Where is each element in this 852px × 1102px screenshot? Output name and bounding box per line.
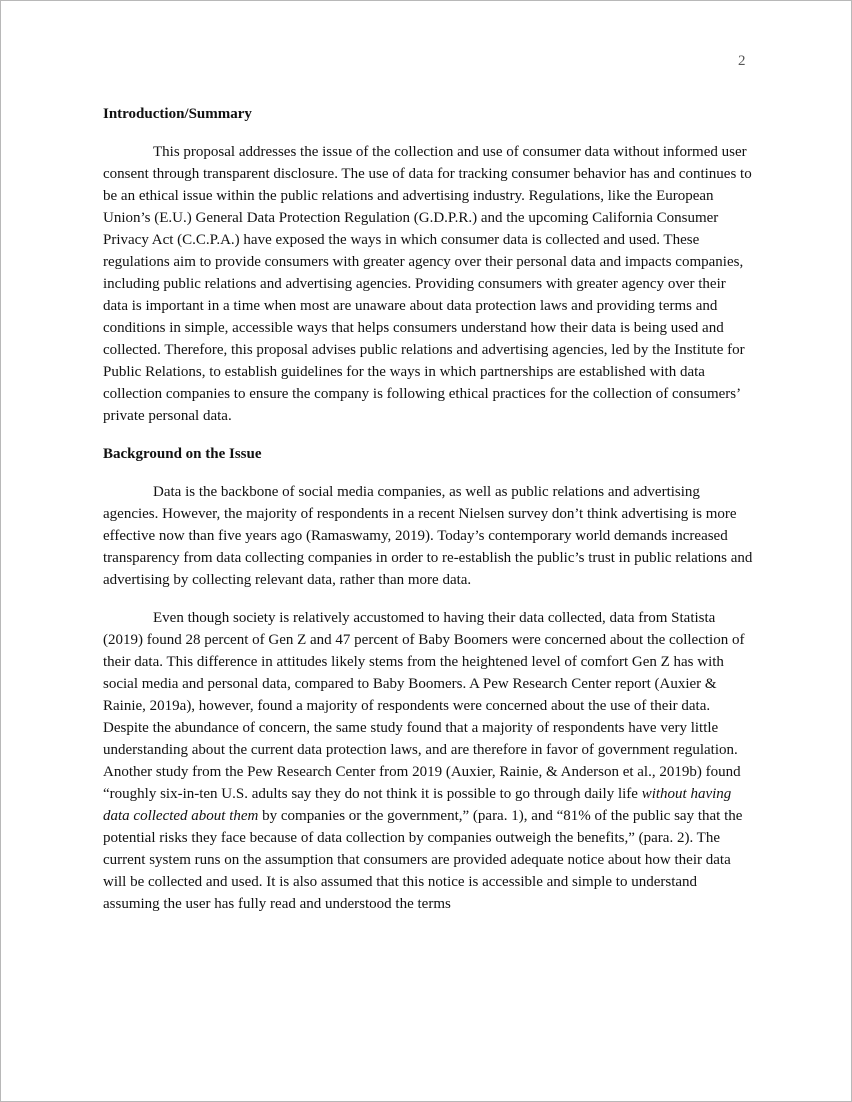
section-heading-introduction: Introduction/Summary	[103, 106, 252, 122]
background-paragraph-2-italic: without having data collected about them	[103, 786, 732, 824]
introduction-paragraph: This proposal addresses the issue of the collection and use of consumer data without informed user consent through transparent disclosure. The use of data for tracking consumer behavior has and continues to be an ethical issue within the public relations and advertising industry. Regulations, like the European Union’s (E.U.) General Data Protection Regulation (G.D.P.R.) and the upcoming California Consumer Privacy Act (C.C.P.A.) have exposed the ways in which consumer data is collected and used. These regulations aim to provide consumers with greater agency over their personal data and impacts companies, including public relations and advertising agencies. Providing consumers with greater agency over their data is important in a time when most are unaware about data protection laws and providing terms and conditions in simple, accessible ways that helps consumers understand how their data is being used and collected. Therefore, this proposal advises public relations and advertising agencies, led by the Institute for Public Relations, to establish guidelines for the ways in which partnerships are established with data collection companies to ensure the company is following ethical practices for the collection of consumers’ private personal data.	[103, 144, 752, 424]
page-number: 2	[738, 53, 746, 69]
background-paragraph-2-part-1: Even though society is relatively accustomed to having their data collected, data from Statista (2019) found 28 percent of Gen Z and 47 percent of Baby Boomers were concerned about the collection of their data. This difference in attitudes likely stems from the heightened level of comfort Gen Z has with social media and personal data, compared to Baby Boomers. A Pew Research Center report (Auxier & Rainie, 2019a), however, found a majority of respondents were concerned about the use of their data. Despite the abundance of concern, the same study found that a majority of respondents have very little understanding about the current data protection laws, and are therefore in favor of government regulation. Another study from the Pew Research Center from 2019 (Auxier, Rainie, & Anderson et al., 2019b) found “roughly six-in-ten U.S. adults say they do not think it is possible to go through daily life	[103, 610, 745, 802]
section-heading-background: Background on the Issue	[103, 446, 262, 462]
background-paragraph-2	[103, 607, 753, 915]
background-paragraph-1: Data is the backbone of social media companies, as well as public relations and advertising agencies. However, the majority of respondents in a recent Nielsen survey don’t think advertising is more effective now than five years ago (Ramaswamy, 2019). Today’s contemporary world demands increased transparency from data collecting companies in order to re-establish the public’s trust in public relations and advertising by collecting relevant data, rather than more data.	[103, 484, 753, 588]
document-body	[103, 103, 753, 915]
background-paragraph-2-part-2: by companies or the government,” (para. 1), and “81% of the public say that the potential risks they face because of data collection by companies outweigh the benefits,” (para. 2). The current system runs on the assumption that consumers are provided adequate notice about how their data will be collected and used. It is also assumed that this notice is accessible and simple to understand assuming the user has fully read and understood the terms	[103, 808, 743, 912]
